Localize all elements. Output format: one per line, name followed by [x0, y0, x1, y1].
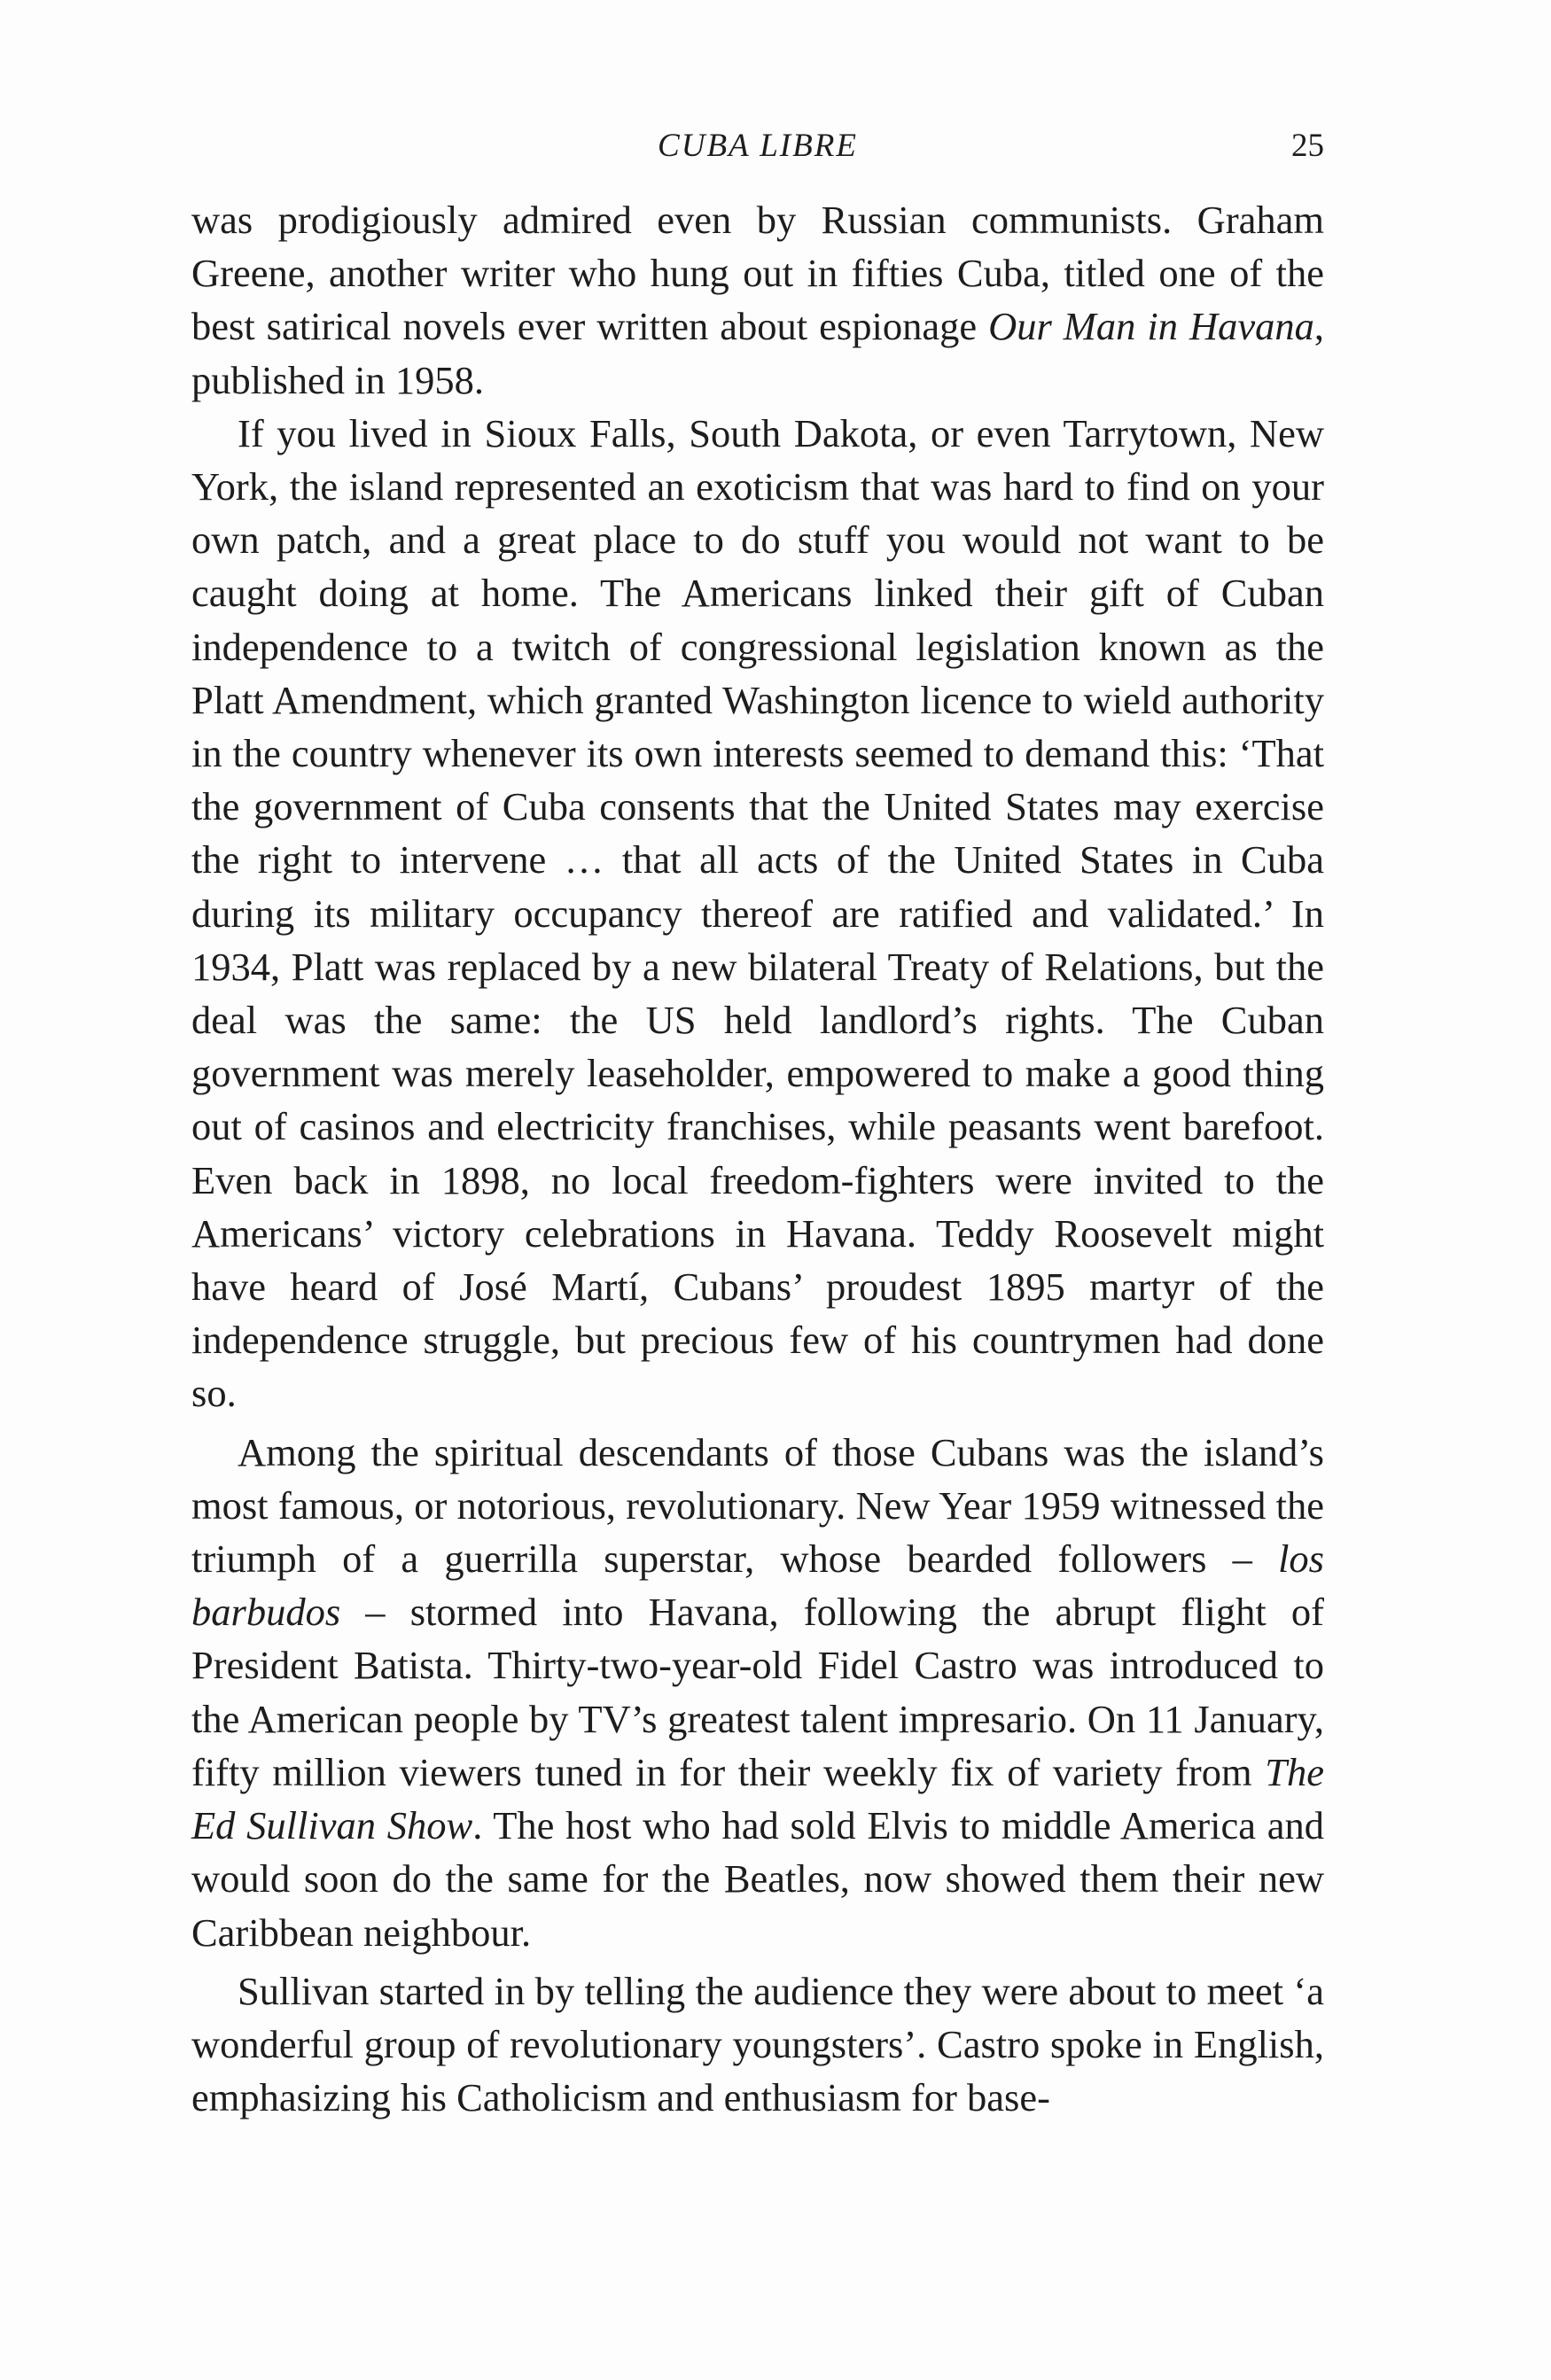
paragraph-3-text: Among the spiritual descendants of those Cubans was the island’s most famous, or notorious, revolutionary. New Year 1959 witnessed the triumph of a guerrilla superstar, whose bearded followers – [191, 1429, 1324, 1582]
paragraph-1-text: was prodigiously admired even by Russian communists. Graham Greene, another writer who hung out in fifties Cuba, titled one of the best satirical novels ever written about espionage [191, 198, 1324, 349]
running-title: CUBA LIBRE [658, 128, 858, 164]
book-title-our-man-in-havana: Our Man in Havana [988, 304, 1314, 349]
phrase-los-barbudos: los barbudos [191, 1536, 1324, 1635]
paragraph-3-text-end: . The host who had sold Elvis to middle America and would soon do the same for the Beatles, now showed them their new Caribbean neighbour. [191, 1803, 1324, 1955]
paragraph-2-text: If you lived in Sioux Falls, South Dakota, or even Tarrytown, New York, the island represented an exoticism that was hard to find on your own patch, and a great place to do stuff you would not want to be caught doing at home. The Americans linked their gift of Cuban independence to a twitch of congressional legislation known as the Platt Amendment, which granted Washington licence to wield authority in the country whenever its own interests seemed to demand this: ‘That the government of Cuba consents that the United States may exercise the right to intervene … that all acts of the United States in Cuba during its military occupancy thereof are ratified and validated.’ In 1934, Platt was replaced by a new bilateral Treaty of Relations, but the deal was the same: the US held landlord’s rights. The Cuban government was merely leaseholder, empowered to make a good thing out of casinos and electricity franchises, while peasants went barefoot. Even back in 1898, no local freedom-fighters were invited to the Americans’ victory celebrations in Havana. Teddy Roosevelt might have heard of José Martí, Cubans’ proudest 1895 martyr of the independence struggle, but precious few of his countrymen had done so. [191, 410, 1324, 1416]
paragraph-1-text-end: , published in 1958. [191, 304, 1324, 402]
body-text [191, 193, 1324, 2124]
page-number: 25 [1291, 128, 1324, 164]
paragraph-1 [191, 193, 1324, 407]
paragraph-4 [191, 1964, 1324, 2125]
paragraph-3-text-middle: – stormed into Havana, following the abrupt flight of President Batista. Thirty-two-year-old Fidel Castro was introduced to the American people by TV’s greatest talent impresario. On 11 January, fifty million viewers tuned in for their weekly fix of variety from [191, 1590, 1324, 1794]
running-header [191, 120, 1324, 173]
paragraph-3 [191, 1426, 1324, 1959]
paragraph-2 [191, 407, 1324, 1420]
paragraph-4-text: Sullivan started in by telling the audience they were about to meet ‘a wonderful group of revolutionary youngsters’. Castro spoke in English, emphasizing his Catholicism and enthusiasm for base- [191, 1968, 1324, 2120]
show-title-ed-sullivan: The Ed Sullivan Show [191, 1749, 1324, 1848]
